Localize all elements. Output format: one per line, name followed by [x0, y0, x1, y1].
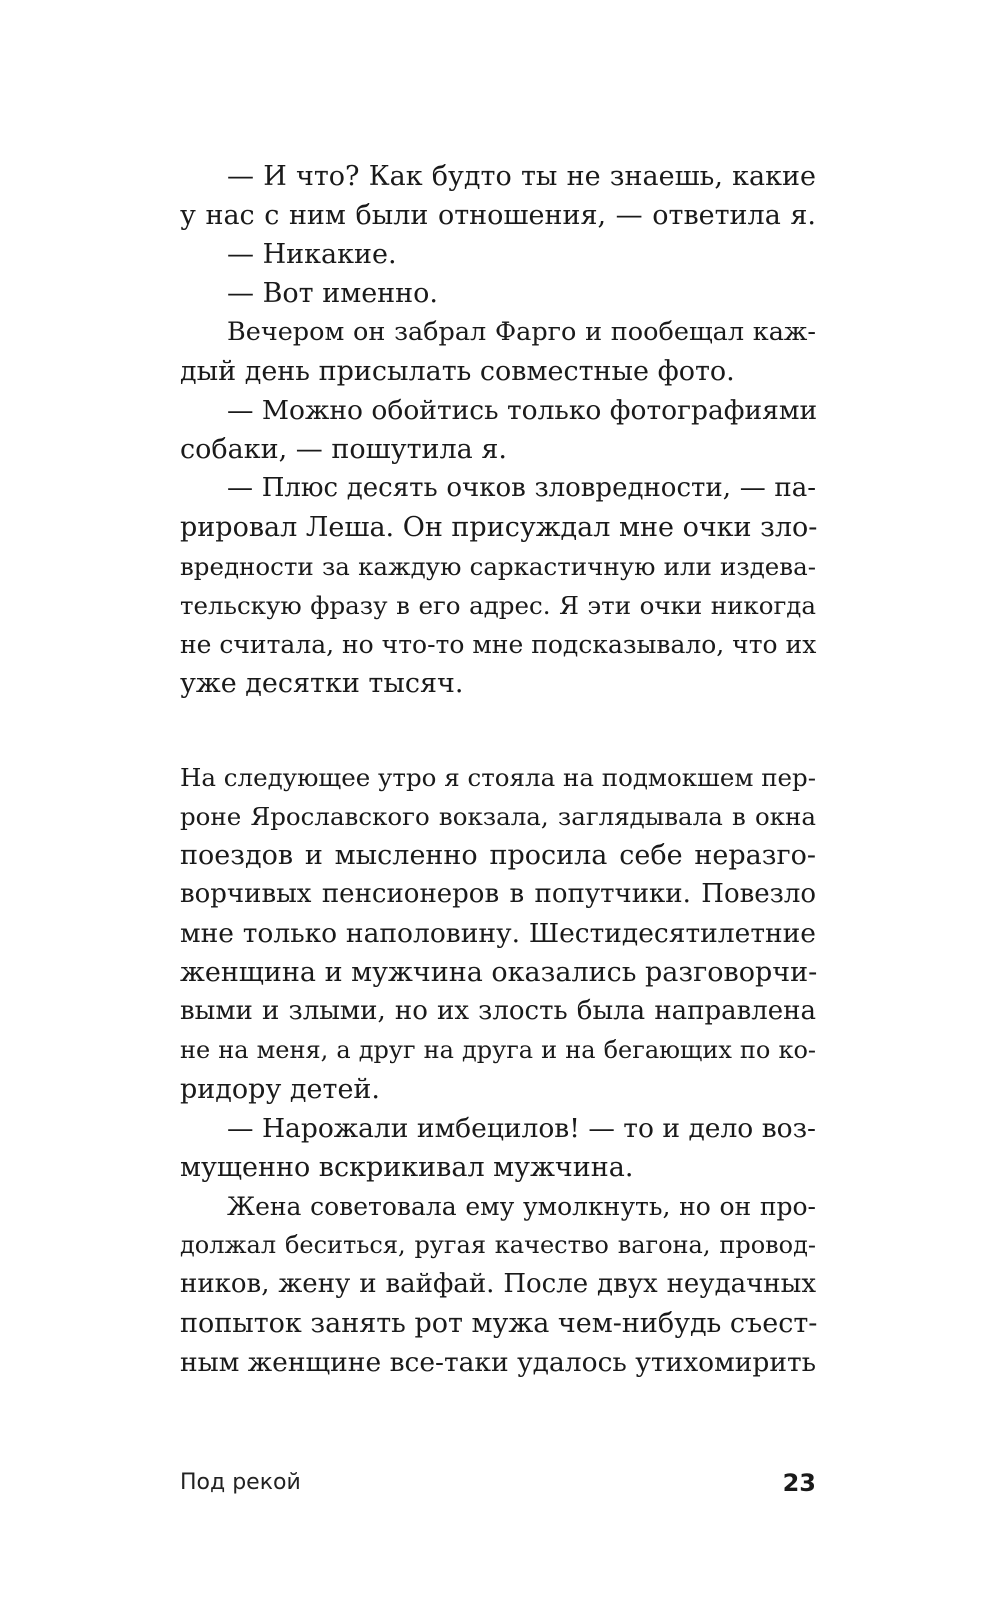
text-line: ворчивых пенсионеров в попутчики. Повезло — [180, 879, 816, 909]
text-line: Вечером он забрал Фарго и пообещал каж- — [227, 317, 816, 347]
text-line: — Вот именно. — [227, 278, 439, 309]
text-line: выми и злыми, но их злость была направлена — [180, 996, 816, 1026]
text-line: не считала, но что-то мне подсказывало, что их — [180, 630, 817, 659]
text-line: у нас с ним были отношения, — ответила я. — [180, 200, 816, 231]
text-line: На следующее утро я стояла на подмокшем пер- — [180, 763, 816, 792]
text-line: ридору детей. — [180, 1074, 381, 1105]
page-footer — [180, 1466, 816, 1500]
text-line: не на меня, а друг на друга и на бегающих по ко- — [180, 1036, 816, 1064]
text-line: — И что? Как будто ты не знаешь, какие — [227, 161, 816, 192]
text-line: рировал Леша. Он присуждал мне очки зло- — [180, 512, 818, 543]
text-line: ным женщине все-таки удалось утихомирить — [180, 1347, 817, 1378]
text-line: — Никакие. — [227, 239, 397, 270]
text-line: мущенно вскрикивал мужчина. — [180, 1152, 634, 1183]
text-line: мне только наполовину. Шестидесятилетние — [180, 918, 816, 949]
text-line: дый день присылать совместные фото. — [180, 356, 735, 387]
text-line: уже десятки тысяч. — [180, 668, 464, 699]
text-line: — Можно обойтись только фотографиями — [227, 395, 818, 426]
text-line: поездов и мысленно просила себе неразго- — [180, 840, 816, 871]
text-line: — Плюс десять очков зловредности, — па- — [227, 473, 816, 503]
text-line: ников, жену и вайфай. После двух неудачных — [180, 1269, 816, 1299]
text-block-dialogue — [180, 157, 816, 703]
text-line: Жена советовала ему умолкнуть, но он про- — [227, 1192, 816, 1221]
text-line: роне Ярославского вокзала, заглядывала в окна — [180, 802, 816, 831]
running-title: Под рекой — [180, 1470, 301, 1495]
text-line: собаки, — пошутила я. — [180, 434, 507, 465]
page-number: 23 — [782, 1469, 816, 1497]
text-line: тельскую фразу в его адрес. Я эти очки никогда — [180, 591, 816, 620]
text-line: женщина и мужчина оказались разговорчи- — [180, 957, 818, 988]
text-block-narrative — [180, 758, 816, 1382]
text-line: попыток занять рот мужа чем-нибудь съест- — [180, 1308, 818, 1339]
text-line: должал беситься, ругая качество вагона, провод- — [180, 1231, 816, 1259]
text-line: — Нарожали имбецилов! — то и дело воз- — [227, 1113, 816, 1144]
text-line: вредности за каждую саркастичную или издева- — [180, 552, 816, 581]
